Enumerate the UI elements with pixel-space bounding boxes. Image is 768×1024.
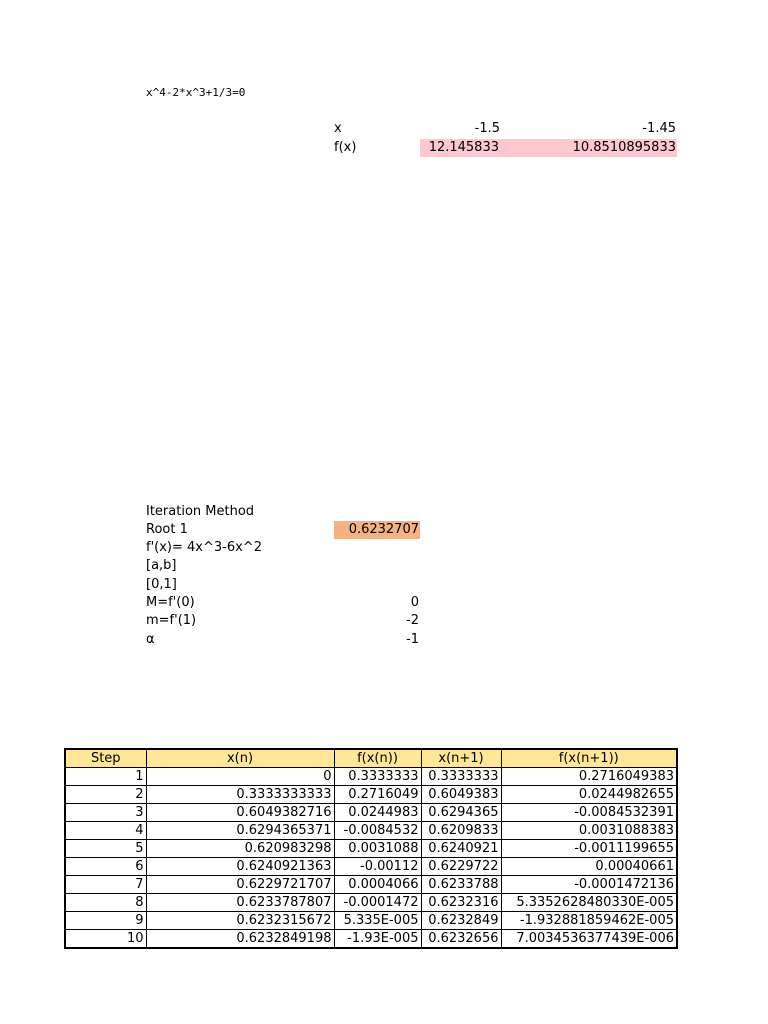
- cell-xn: 0.6233787807: [146, 894, 334, 912]
- interval-label: [a,b]: [146, 558, 177, 573]
- iteration-title: Iteration Method: [146, 504, 255, 519]
- x-label: x: [334, 121, 342, 136]
- cell-xn: 0.6232849198: [146, 930, 334, 949]
- cell-step: 4: [65, 822, 146, 840]
- cell-step: 3: [65, 804, 146, 822]
- cell-fxn: -1.93E-005: [334, 930, 421, 949]
- M-label: M=f'(0): [146, 595, 195, 610]
- cell-fxn: 0.0004066: [334, 876, 421, 894]
- fx-label: f(x): [334, 140, 357, 155]
- cell-xn1: 0.6240921: [421, 840, 501, 858]
- cell-fxn: 0.0031088: [334, 840, 421, 858]
- x-value-2: -1.45: [642, 121, 676, 136]
- cell-step: 2: [65, 786, 146, 804]
- header-step: Step: [65, 749, 146, 768]
- header-fxn1: f(x(n+1)): [501, 749, 677, 768]
- cell-fxn1: 0.00040661: [501, 858, 677, 876]
- cell-xn1: 0.6233788: [421, 876, 501, 894]
- cell-fxn1: 0.0031088383: [501, 822, 677, 840]
- cell-fxn: 5.335E-005: [334, 912, 421, 930]
- m-label: m=f'(1): [146, 613, 197, 628]
- cell-xn1: 0.3333333: [421, 768, 501, 786]
- fx-value-1: 12.145833: [420, 139, 500, 157]
- interval-value: [0,1]: [146, 577, 177, 592]
- cell-xn1: 0.6232316: [421, 894, 501, 912]
- cell-fxn: -0.00112: [334, 858, 421, 876]
- header-xn: x(n): [146, 749, 334, 768]
- cell-xn: 0.6232315672: [146, 912, 334, 930]
- iteration-table: [64, 748, 678, 949]
- table-row: [65, 768, 677, 786]
- table-row: [65, 804, 677, 822]
- table-row: [65, 840, 677, 858]
- cell-fxn1: 0.0244982655: [501, 786, 677, 804]
- table-row: [65, 876, 677, 894]
- table-row: [65, 858, 677, 876]
- cell-fxn: 0.3333333: [334, 768, 421, 786]
- cell-step: 7: [65, 876, 146, 894]
- m-value: -2: [406, 613, 419, 628]
- cell-fxn1: -0.0084532391: [501, 804, 677, 822]
- equation-text: x^4-2*x^3+1/3=0: [146, 86, 246, 99]
- cell-xn1: 0.6229722: [421, 858, 501, 876]
- root-value: 0.6232707: [334, 521, 420, 539]
- cell-fxn: -0.0001472: [334, 894, 421, 912]
- cell-xn1: 0.6049383: [421, 786, 501, 804]
- cell-step: 10: [65, 930, 146, 949]
- cell-xn1: 0.6232849: [421, 912, 501, 930]
- cell-xn: 0: [146, 768, 334, 786]
- header-fxn: f(x(n)): [334, 749, 421, 768]
- cell-fxn: 0.0244983: [334, 804, 421, 822]
- table-body: [65, 768, 677, 949]
- cell-fxn1: -0.0001472136: [501, 876, 677, 894]
- cell-step: 1: [65, 768, 146, 786]
- table-row: [65, 912, 677, 930]
- alpha-value: -1: [406, 632, 419, 647]
- alpha-label: α: [146, 632, 155, 647]
- cell-step: 5: [65, 840, 146, 858]
- M-value: 0: [410, 595, 419, 610]
- cell-step: 8: [65, 894, 146, 912]
- table-row: [65, 930, 677, 949]
- cell-xn1: 0.6232656: [421, 930, 501, 949]
- table-row: [65, 822, 677, 840]
- cell-xn: 0.3333333333: [146, 786, 334, 804]
- cell-fxn1: -0.0011199655: [501, 840, 677, 858]
- fx-value-2: 10.8510895833: [500, 139, 677, 157]
- cell-xn: 0.6049382716: [146, 804, 334, 822]
- table-row: [65, 786, 677, 804]
- cell-xn: 0.6229721707: [146, 876, 334, 894]
- cell-xn1: 0.6209833: [421, 822, 501, 840]
- cell-step: 9: [65, 912, 146, 930]
- cell-fxn1: -1.932881859462E-005: [501, 912, 677, 930]
- root-label: Root 1: [146, 522, 188, 537]
- table-header-row: [65, 749, 677, 768]
- cell-xn1: 0.6294365: [421, 804, 501, 822]
- cell-xn: 0.620983298: [146, 840, 334, 858]
- cell-fxn1: 5.3352628480330E-005: [501, 894, 677, 912]
- cell-step: 6: [65, 858, 146, 876]
- cell-fxn1: 0.2716049383: [501, 768, 677, 786]
- cell-xn: 0.6294365371: [146, 822, 334, 840]
- cell-fxn1: 7.0034536377439E-006: [501, 930, 677, 949]
- x-value-1: -1.5: [474, 121, 500, 136]
- derivative-text: f'(x)= 4x^3-6x^2: [146, 540, 262, 555]
- cell-xn: 0.6240921363: [146, 858, 334, 876]
- cell-fxn: 0.2716049: [334, 786, 421, 804]
- table-row: [65, 894, 677, 912]
- header-xn1: x(n+1): [421, 749, 501, 768]
- cell-fxn: -0.0084532: [334, 822, 421, 840]
